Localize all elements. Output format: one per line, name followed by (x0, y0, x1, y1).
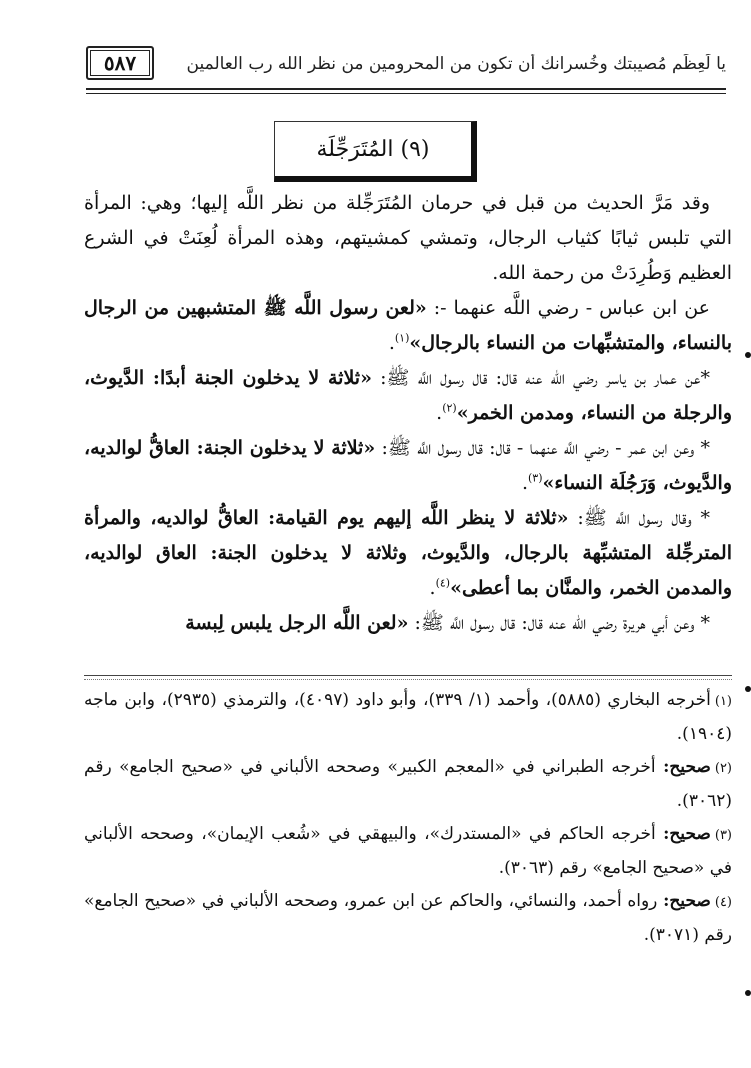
hadith-ibn-umar: * وعن ابن عمر - رضي اللَّه عنهما - قال: قال رسول اللَّه ﷺ: «ثلاثة لا يدخلون الجنة: العاقُّ لوالديه، والدَّيوث، وَرَجُلَة النساء»$^{(٣)}$. (84, 437, 732, 494)
margin-mark (745, 686, 751, 692)
footnote-ref: (٣) (527, 471, 543, 485)
hadith-text: «لعن اللَّه الرجل يلبس لِبسة (185, 612, 409, 634)
chapter-title: (٩) المُتَرَجِّلَة (274, 121, 477, 182)
footnote-text: أخرجه الطبراني في «المعجم الكبير» وصححه الألباني في «صحيح الجامع» رقم (٣٠٦٢). (84, 757, 732, 811)
footnotes (84, 684, 732, 952)
footnote-grade: صحيح: (663, 891, 711, 911)
hadith-narrator: * وقال رسول اللَّه ﷺ: (568, 507, 710, 529)
hadith-narrator: * وعن ابن عمر - رضي اللَّه عنهما - قال: قال رسول اللَّه ﷺ: (375, 437, 711, 459)
footnote-text: أخرجه الحاكم في «المستدرك»، والبيهقي في «شُعب الإيمان»، وصححه الألباني في «صحيح الجامع» رقم (٣٠٦٣). (84, 824, 732, 878)
hadith-text: «ثلاثة لا يدخلون الجنة: العاقُّ لوالديه، والدَّيوث، وَرَجُلَة النساء» (84, 437, 732, 494)
body-text (84, 186, 732, 641)
footnote-number: (١) (714, 694, 732, 709)
page-header (86, 40, 726, 86)
footnote-ref: (١) (394, 331, 410, 345)
page-number: ٥٨٧ (86, 46, 154, 80)
footnote-number: (٤) (714, 895, 732, 910)
footnote-1 (84, 684, 732, 751)
footnote-text: رواه أحمد، والنسائي، والحاكم عن ابن عمرو، وصححه الألباني في «صحيح الجامع» رقم (٣٠٧١). (84, 891, 732, 945)
hadith-narrator: عن ابن عباس - رضي اللَّه عنهما -: (426, 297, 711, 319)
footnote-ref: (٢) (442, 401, 457, 415)
margin-mark (745, 990, 751, 996)
header-rule (86, 88, 726, 90)
header-rule-thin (86, 93, 726, 94)
footnote-rule (84, 675, 732, 676)
running-title: يا لَعِظَم مُصيبتك وخُسرانك أن تكون من المحرومين من نظر الله رب العالمين (186, 54, 726, 74)
hadith-ibn-abbas: عن ابن عباس - رضي اللَّه عنهما -: «لعن رسول اللَّه ﷺ المتشبهين من الرجال بالنساء، والمتشبِّهات من النساء بالرجال»$^{(١)}$. (84, 297, 732, 354)
hadith-ammar: *عن عمار بن ياسر رضي الله عنه قال: قال رسول اللَّه ﷺ: «ثلاثة لا يدخلون الجنة أبدًا: الدَّيوث، والرجلة من النساء، ومدمن الخمر»$^{(٢)}$. (84, 367, 732, 424)
hadith-text: «لعن رسول اللَّه ﷺ المتشبهين من الرجال بالنساء، والمتشبِّهات من النساء بالرجال» (84, 297, 732, 354)
hadith-narrator: * وعن أبي هريرة رضي الله عنه قال: قال رسول اللَّه ﷺ: (408, 612, 710, 634)
paragraph-intro: وقد مَرَّ الحديث من قبل في حرمان المُتَرَجِّلة من نظر اللَّه إليها؛ وهي: المرأة التي تلبس ثيابًا كثياب الرجال، وتمشي كمشيتهم، وهذه المرأة لُعِنَتْ في الشرع العظيم وَطُرِدَتْ من رحمة الله. (84, 192, 732, 284)
footnote-text: أخرجه البخاري (٥٨٨٥)، وأحمد (١/ ٣٣٩)، وأبو داود (٤٠٩٧)، والترمذي (٢٩٣٥)، وابن ماجه (١٩٠٤). (84, 690, 732, 744)
margin-mark (745, 352, 751, 358)
hadith-text: «ثلاثة لا ينظر اللَّه إليهم يوم القيامة: العاقُّ لوالديه، والمرأة المترجِّلة المتشبِّهة بالرجال، والدَّيوث، وثلاثة لا يدخلون الجنة: العاق لوالديه، والمدمن الخمر، والمنَّان بما أعطى» (84, 507, 732, 599)
footnote-grade: صحيح: (663, 824, 711, 844)
footnote-rule-dotted (84, 679, 732, 680)
hadith-three-not-looked-at: * وقال رسول اللَّه ﷺ: «ثلاثة لا ينظر اللَّه إليهم يوم القيامة: العاقُّ لوالديه، والمرأة المترجِّلة المتشبِّهة بالرجال، والدَّيوث، وثلاثة لا يدخلون الجنة: العاق لوالديه، والمدمن الخمر، والمنَّان بما أعطى»$^{(٤)}$. (84, 507, 732, 599)
hadith-abu-hurayra (84, 606, 732, 641)
hadith-narrator: *عن عمار بن ياسر رضي الله عنه قال: قال رسول اللَّه ﷺ: (371, 367, 710, 389)
hadith-text: «ثلاثة لا يدخلون الجنة أبدًا: الدَّيوث، والرجلة من النساء، ومدمن الخمر» (84, 367, 732, 424)
footnote-ref: (٤) (435, 576, 451, 590)
footnote-number: (٢) (714, 761, 732, 776)
footnote-number: (٣) (714, 828, 732, 843)
footnote-3 (84, 818, 732, 885)
footnote-4 (84, 885, 732, 952)
footnote-2 (84, 751, 732, 818)
footnote-grade: صحيح: (663, 757, 711, 777)
